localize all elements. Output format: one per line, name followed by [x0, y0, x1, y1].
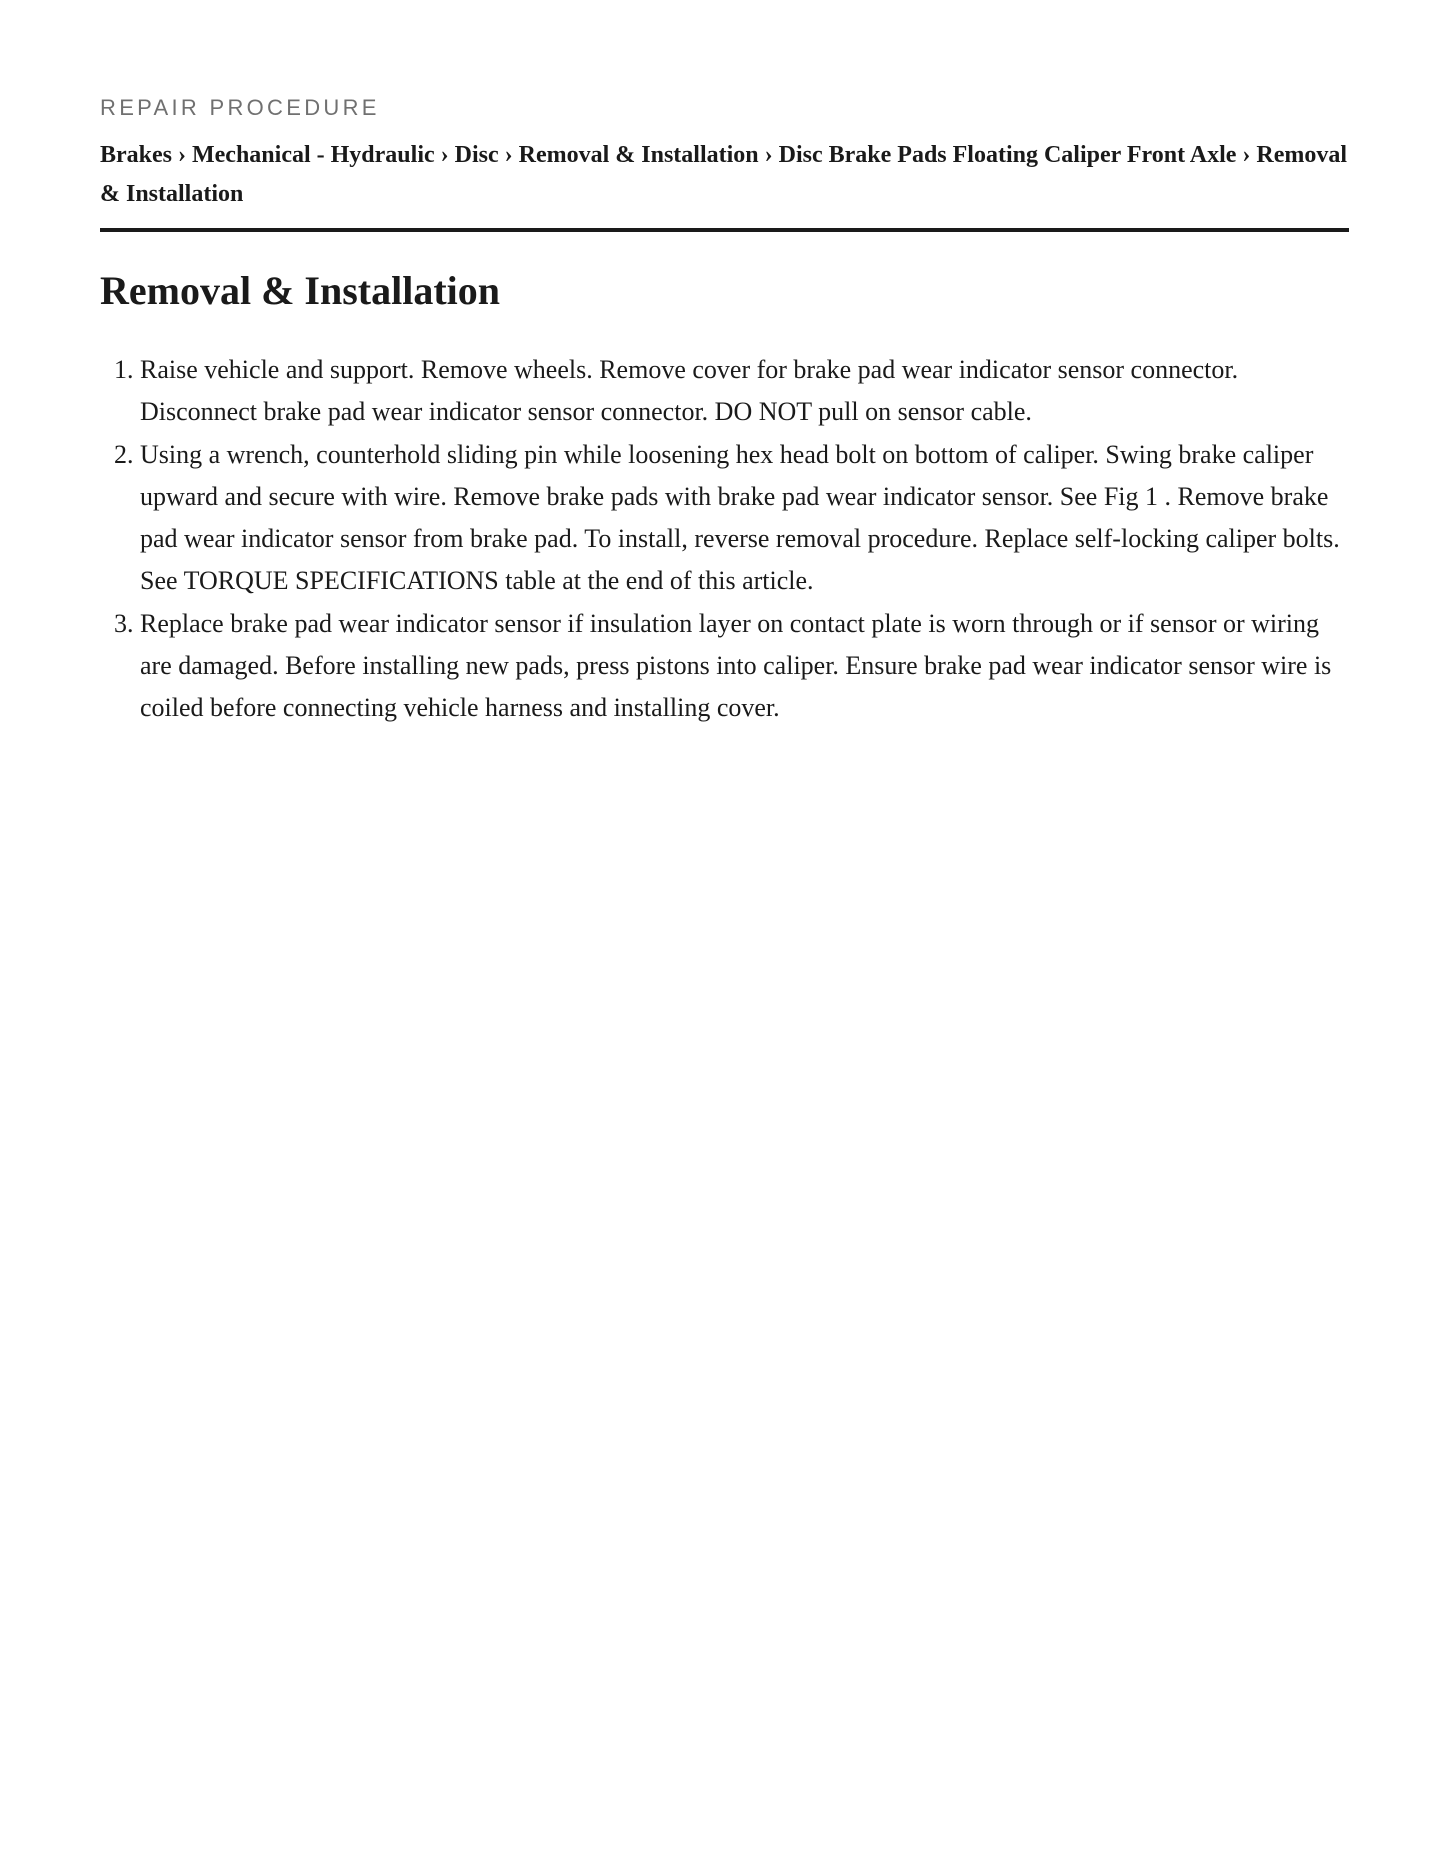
procedure-step-3: 3. Replace brake pad wear indicator sensor if insulation layer on contact plate is worn through or if sensor or wiring are damaged. Before installing new pads, press pistons into caliper. Ensure brake pad wear indicator sensor wire is coiled before connecting vehicle harness and installing cover.	[140, 603, 1349, 730]
breadcrumb-separator: ›	[504, 142, 519, 168]
procedure-step-2: 2. Using a wrench, counterhold sliding pin while loosening hex head bolt on bottom of caliper. Swing brake caliper upward and secure with wire. Remove brake pads with brake pad wear indicator sensor. See Fig 1 . Remove brake pad wear indicator sensor from brake pad. To install, reverse removal procedure. Replace self-locking caliper bolts. See TORQUE SPECIFICATIONS table at the end of this article.	[140, 434, 1349, 603]
breadcrumb	[100, 136, 1349, 214]
breadcrumb-item-mechanical-hydraulic[interactable]: Mechanical - Hydraulic	[192, 142, 435, 168]
breadcrumb-separator: ›	[440, 142, 455, 168]
procedure-step-1: 1. Raise vehicle and support. Remove wheels. Remove cover for brake pad wear indicator sensor connector. Disconnect brake pad wear indicator sensor connector. DO NOT pull on sensor cable.	[140, 349, 1349, 434]
eyebrow-label: REPAIR PROCEDURE	[100, 95, 380, 120]
header-divider	[100, 228, 1349, 232]
procedure-steps	[100, 349, 1349, 730]
breadcrumb-item-current: Removal & Installation	[100, 142, 1348, 207]
breadcrumb-item-brakes[interactable]: Brakes	[100, 142, 172, 168]
breadcrumb-item-disc-brake-pads[interactable]: Disc Brake Pads Floating Caliper Front Axle	[778, 142, 1237, 168]
page-title: Removal & Installation	[100, 268, 500, 313]
breadcrumb-item-removal-installation[interactable]: Removal & Installation	[518, 142, 759, 168]
breadcrumb-separator: ›	[764, 142, 779, 168]
breadcrumb-item-disc[interactable]: Disc	[454, 142, 499, 168]
breadcrumb-separator: ›	[178, 142, 192, 168]
breadcrumb-separator: ›	[1242, 142, 1257, 168]
